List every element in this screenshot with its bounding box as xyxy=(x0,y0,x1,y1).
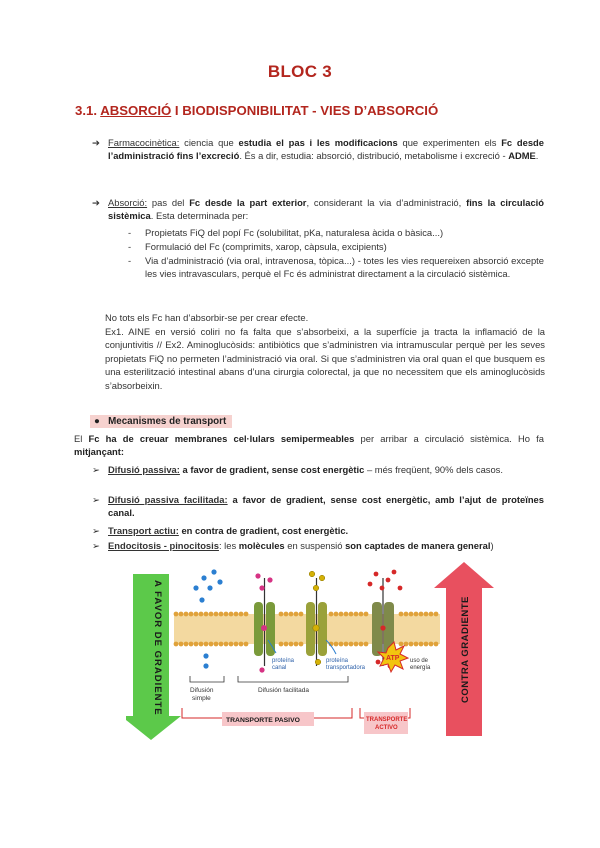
lipid-head xyxy=(189,612,194,617)
absorcio-subitem xyxy=(128,240,544,253)
mechanism-term: Difusió passiva facilitada: xyxy=(108,494,228,505)
membrane-transport-figure xyxy=(126,558,502,744)
lipid-head xyxy=(209,612,214,617)
subitem-text: Formulació del Fc (comprimits, xarop, càpsula, excipients) xyxy=(145,241,387,252)
lipid-head xyxy=(429,612,434,617)
bullet-marker: ● xyxy=(94,416,100,427)
bold-run: Fc ha de creuar membranes cel·lulars semipermeables xyxy=(88,433,355,444)
farmacocinetica-item xyxy=(92,136,544,163)
lipid-head xyxy=(199,642,204,647)
arrow-marker: ➔ xyxy=(92,137,100,148)
lipid-head xyxy=(204,612,209,617)
arrowhead-marker: ➢ xyxy=(92,540,100,551)
proteina-transportadora-label-2: transportadora xyxy=(326,665,366,671)
transporte-pasivo-label: TRANSPORTE PASIVO xyxy=(226,717,300,724)
lipid-head xyxy=(224,612,229,617)
uso-energia-label-1: uso de xyxy=(410,658,429,664)
bold-run: molècules xyxy=(238,540,285,551)
lipid-head xyxy=(424,642,429,647)
arrowhead-marker: ➢ xyxy=(92,464,100,475)
text-run: – més freqüent, 90% dels casos. xyxy=(364,464,503,475)
text-run: : les xyxy=(218,540,239,551)
lipid-head xyxy=(179,612,184,617)
left-arrow-label: A FAVOR DE GRADIENTE xyxy=(152,580,163,716)
section-heading-rest: I BIODISPONIBILITAT - VIES D’ABSORCIÓ xyxy=(171,103,439,118)
lipid-head xyxy=(189,642,194,647)
lipid-head xyxy=(289,612,294,617)
mechanism-term: Difusió passiva: xyxy=(108,464,180,475)
right-arrow-label: CONTRA GRADIENTE xyxy=(460,596,471,703)
bold-run: estudia el pas i les modificacions xyxy=(238,137,398,148)
simple-bracket xyxy=(190,676,224,682)
note-examples: Ex1. AINE en versió coliri no fa falta que s’absorbeixi, a la superfície ja tracta la inflamació de la conjuntivitis // Ex2. Aminoglucòsids: antibiòtics que s’administren via intramuscular perquè per les seves propietats FiQ no permeten l’administració via oral. Si que s’administren via oral quan el que busquem es una esterilització intestinal abans d’una cirurgia colorectal, ja que no necessitem que els aminoglucòsids s’absorbeixin. xyxy=(105,326,545,391)
mechanism-term: Transport actiu: xyxy=(108,525,179,536)
lipid-head xyxy=(174,612,179,617)
channel-protein xyxy=(254,578,275,666)
lipid-head xyxy=(329,612,334,617)
lipid-head xyxy=(184,612,189,617)
page-title: BLOC 3 xyxy=(267,62,333,81)
dash-marker: - xyxy=(128,241,132,252)
lipid-head xyxy=(284,642,289,647)
lipid-head xyxy=(184,642,189,647)
mechanisms-intro xyxy=(74,432,544,459)
uso-energia-label-2: energía xyxy=(410,665,431,671)
transporte-activo-label-2: ACTIVO xyxy=(375,725,398,731)
lipid-head xyxy=(404,612,409,617)
lipid-head xyxy=(214,612,219,617)
absorcio-item xyxy=(92,196,544,223)
text-run: El xyxy=(74,433,89,444)
lipid-head xyxy=(364,612,369,617)
lipid-head xyxy=(224,642,229,647)
bold-run: fins la circulació sistèmica xyxy=(108,197,544,222)
mechanisms-header xyxy=(90,415,232,428)
subitem-text: Propietats FiQ del popí Fc (solubilitat, pKa, naturalesa àcida o bàsica...) xyxy=(145,227,444,238)
section-heading xyxy=(75,103,438,118)
lipid-head xyxy=(424,612,429,617)
bold-run: son captades de manera general xyxy=(345,540,491,551)
lipid-head xyxy=(414,612,419,617)
lipid-head xyxy=(354,612,359,617)
subitem-text: Via d’administració (via oral, intravenosa, tòpica...) - totes les vies requereixen absorció excepte les vies intravasculars, perquè el Fc és administrat directament a la circulació sistèmica. xyxy=(145,255,544,280)
lipid-head xyxy=(299,612,304,617)
difusion-facilitada-label: Difusión facilitada xyxy=(258,687,309,694)
lipid-head xyxy=(229,642,234,647)
lipid-head xyxy=(409,612,414,617)
lipid-head xyxy=(234,612,239,617)
lipid-head xyxy=(229,612,234,617)
dash-marker: - xyxy=(128,227,132,238)
bold-run: ADME xyxy=(508,150,536,162)
lipid-head xyxy=(194,642,199,647)
bold-run: Fc desde l’administració fins l’excreció xyxy=(108,137,544,162)
lipid-head xyxy=(349,612,354,617)
text-run: . És a dir, estudia: absorció, distribució, metabolisme i excreció - xyxy=(239,150,509,162)
dash-marker: - xyxy=(128,255,132,266)
lipid-head xyxy=(349,642,354,647)
lipid-head xyxy=(429,642,434,647)
text-run: ciencia que xyxy=(179,137,239,148)
lipid-head xyxy=(239,642,244,647)
bold-run: a favor de gradient, sense cost energètic, amb l’ajut de proteïnes canal. xyxy=(108,494,544,519)
absorcio-subitem xyxy=(128,254,544,281)
lipid-head xyxy=(239,612,244,617)
lipid-head xyxy=(279,642,284,647)
lipid-head xyxy=(199,612,204,617)
absorcio-term: Absorció: xyxy=(108,197,148,208)
bold-run: a favor de gradient, sense cost energètic xyxy=(179,464,365,475)
lipid-head xyxy=(209,642,214,647)
farmacocinetica-term: Farmacocinètica: xyxy=(108,137,180,148)
bold-run: en contra de gradient, cost energètic. xyxy=(178,525,349,536)
lipid-head xyxy=(334,612,339,617)
lipid-head xyxy=(289,642,294,647)
lipid-head xyxy=(399,612,404,617)
lipid-head xyxy=(299,642,304,647)
lipid-head xyxy=(434,642,439,647)
lipid-head xyxy=(344,612,349,617)
lipid-head xyxy=(334,642,339,647)
mechanism-term: Endocitosis - pinocitosis xyxy=(108,540,219,551)
text-run: per arribar a circulació sistèmica. Ho fa xyxy=(354,433,544,444)
lipid-head xyxy=(344,642,349,647)
lipid-head xyxy=(364,642,369,647)
lipid-head xyxy=(359,612,364,617)
lipid-head xyxy=(219,642,224,647)
text-run: , considerant la via d’administració, xyxy=(306,197,467,208)
lipid-head xyxy=(354,642,359,647)
mechanism-item xyxy=(92,524,544,537)
text-run: en suspensió xyxy=(284,540,346,551)
arrowhead-marker: ➢ xyxy=(92,525,100,536)
lipid-head xyxy=(419,612,424,617)
text-run: que experimenten els xyxy=(397,137,502,148)
proteina-transportadora-label-1: proteína xyxy=(326,658,349,664)
proteina-canal-label-1: proteína xyxy=(272,658,295,664)
lipid-head xyxy=(179,642,184,647)
lipid-head xyxy=(294,612,299,617)
lipid-head xyxy=(284,612,289,617)
mechanism-item xyxy=(92,493,544,520)
lipid-head xyxy=(339,642,344,647)
text-run: . xyxy=(535,150,539,162)
text-run: ) xyxy=(490,540,494,551)
lipid-head xyxy=(234,642,239,647)
lipid-head xyxy=(414,642,419,647)
mechanism-item xyxy=(92,539,544,552)
text-run: pas del xyxy=(147,197,190,208)
note-line-1: No tots els Fc han d’absorbir-se per crear efecte. xyxy=(105,312,309,323)
bold-run: mitjançant: xyxy=(74,446,125,458)
difusion-simple-label-2: simple xyxy=(192,695,211,702)
lipid-head xyxy=(434,612,439,617)
bold-run: Fc desde la part exterior xyxy=(189,197,307,208)
lipid-head xyxy=(244,612,249,617)
lipid-head xyxy=(219,612,224,617)
arrowhead-marker: ➢ xyxy=(92,494,100,505)
lipid-head xyxy=(174,642,179,647)
lipid-head xyxy=(279,612,284,617)
lipid-head xyxy=(204,642,209,647)
lipid-head xyxy=(409,642,414,647)
section-number: 3.1. xyxy=(75,103,97,118)
lipid-head xyxy=(194,612,199,617)
arrow-marker: ➔ xyxy=(92,197,100,208)
text-run: . Esta determinada per: xyxy=(150,210,249,222)
lipid-head xyxy=(339,612,344,617)
facilitated-bracket xyxy=(238,676,348,682)
mechanisms-header-text: Mecanismes de transport xyxy=(108,416,227,427)
atp-label: ATP xyxy=(386,655,400,662)
section-heading-underlined: ABSORCIÓ xyxy=(100,103,172,118)
lipid-head xyxy=(399,642,404,647)
lipid-head xyxy=(244,642,249,647)
lipid-head xyxy=(294,642,299,647)
lipid-head xyxy=(419,642,424,647)
lipid-head xyxy=(359,642,364,647)
absorcio-subitem xyxy=(128,226,544,239)
proteina-canal-label-2: canal xyxy=(272,665,287,671)
carrier-protein xyxy=(306,578,327,666)
mechanism-item xyxy=(92,463,544,476)
difusion-simple-label-1: Difusión xyxy=(190,687,214,694)
lipid-head xyxy=(214,642,219,647)
transporte-activo-label-1: TRANSPORTE xyxy=(366,717,408,723)
